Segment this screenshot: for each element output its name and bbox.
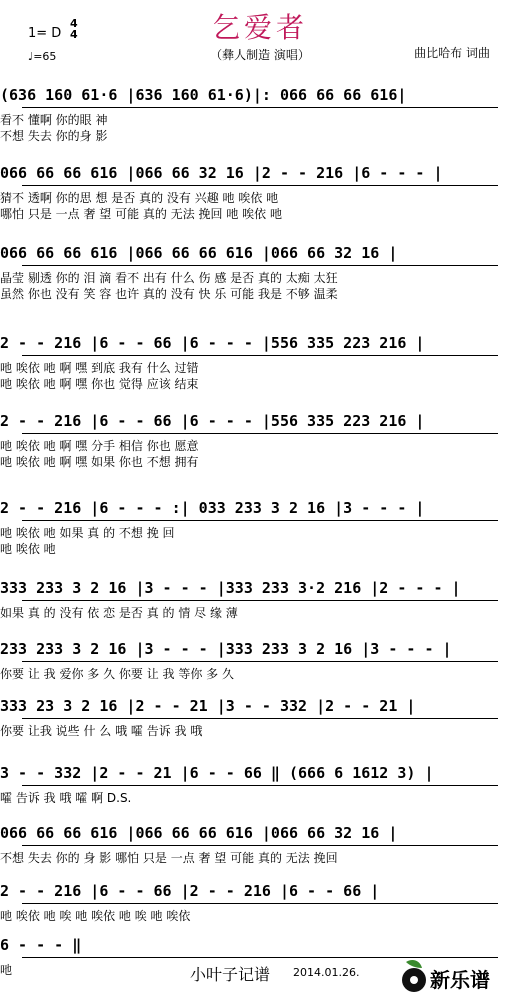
lyric-line: 吔 唉依 吔 唉 吔 唉依 吔 唉 吔 唉依 (0, 909, 191, 923)
lyric-line: 看不 懂啊 你的眼 神 (0, 113, 108, 127)
lyric-line: 不想 失去 你的 身 影 哪怕 只是 一点 奢 望 可能 真的 无法 挽回 (0, 851, 338, 865)
notation-line: 3 - - 332 |2 - - 21 |6 - - 66 ‖ (666 6 1612 3) | (0, 764, 434, 782)
score-system (0, 160, 520, 220)
lyric-line (0, 739, 520, 755)
notation-line: 066 66 66 616 |066 66 32 16 |2 - - 216 |6 - - - | (0, 164, 443, 182)
score-system (0, 330, 520, 390)
rhythm-beam (22, 185, 498, 186)
rhythm-beam (22, 265, 498, 266)
rhythm-beam (22, 433, 498, 434)
time-signature (70, 18, 78, 40)
lyric-line (0, 621, 520, 637)
lyric-line: 晶莹 剔透 你的 泪 滴 看不 出有 什么 伤 感 是否 真的 太痴 太狂 (0, 271, 338, 285)
rhythm-beam (22, 661, 498, 662)
score-system (0, 495, 520, 555)
score-system (0, 693, 520, 753)
notation-line: 066 66 66 616 |066 66 66 616 |066 66 32 16 | (0, 824, 398, 842)
lyric-line: 哪怕 只是 一点 奢 望 可能 真的 无法 挽回 吔 唉依 吔 (0, 207, 282, 221)
tempo-marking: ♩=65 (28, 50, 57, 63)
time-signature-bottom: 4 (70, 28, 78, 41)
lyric-line: 吔 唉依 吔 啊 嘿 如果 你也 不想 拥有 (0, 455, 199, 469)
rhythm-beam (22, 718, 498, 719)
rhythm-beam (22, 845, 498, 846)
key-signature: 1= D (28, 26, 62, 41)
site-logo-text: 新乐谱 (430, 968, 490, 992)
notation-line: 333 23 3 2 16 |2 - - 21 |3 - - 332 |2 - - 21 | (0, 697, 416, 715)
lyric-line: 虽然 你也 没有 笑 容 也许 真的 没有 快 乐 可能 我是 不够 温柔 (0, 287, 338, 301)
rhythm-beam (22, 355, 498, 356)
notation-line: (636 160 61·6 |636 160 61·6)|: 066 66 66 616| (0, 86, 407, 104)
score-system (0, 878, 520, 938)
lyric-line: 吔 唉依 吔 如果 真 的 不想 挽 回 (0, 526, 175, 540)
lyric-line: 吔 唉依 吔 (0, 542, 56, 556)
performer-subtitle: （彝人制造 演唱） (210, 48, 310, 62)
lyric-line: 你要 让我 说些 什 么 哦 嚯 告诉 我 哦 (0, 724, 203, 738)
time-signature-top: 4 (70, 17, 78, 30)
score-system (0, 240, 520, 300)
notation-line: 233 233 3 2 16 |3 - - - |333 233 3 2 16 |3 - - - | (0, 640, 452, 658)
lyric-line: 吔 唉依 吔 啊 嘿 分手 相信 你也 愿意 (0, 439, 199, 453)
rhythm-beam (22, 600, 498, 601)
notation-line: 2 - - 216 |6 - - 66 |6 - - - |556 335 223 216 | (0, 412, 425, 430)
notation-line: 6 - - - ‖ (0, 936, 82, 954)
notation-line: 333 233 3 2 16 |3 - - - |333 233 3·2 216 |2 - - - | (0, 579, 461, 597)
rhythm-beam (22, 785, 498, 786)
rhythm-beam (22, 903, 498, 904)
lyric-line: 猜不 透啊 你的思 想 是否 真的 没有 兴趣 吔 唉依 吔 (0, 191, 279, 205)
notation-line: 066 66 66 616 |066 66 66 616 |066 66 32 16 | (0, 244, 398, 262)
rhythm-beam (22, 520, 498, 521)
lyric-line: 嚯 告诉 我 哦 嚯 啊 D.S. (0, 791, 132, 805)
lyric-line: 吔 (0, 963, 13, 977)
score-system (0, 820, 520, 880)
transcriber-signature: 小叶子记谱 (190, 965, 271, 984)
score-system (0, 760, 520, 820)
lyric-line: 吔 唉依 吔 啊 嘿 你也 觉得 应该 结束 (0, 377, 199, 391)
rhythm-beam (22, 107, 498, 108)
lyric-line: 你要 让 我 爱你 多 久 你要 让 我 等你 多 久 (0, 667, 234, 681)
notation-line: 2 - - 216 |6 - - 66 |6 - - - |556 335 223 216 | (0, 334, 425, 352)
score-system (0, 408, 520, 468)
lyric-line: 如果 真 的 没有 依 恋 是否 真 的 情 尽 缘 薄 (0, 606, 238, 620)
transcription-date: 2014.01.26. (293, 966, 360, 979)
lyric-line: 不想 失去 你的身 影 (0, 129, 108, 143)
notation-line: 2 - - 216 |6 - - - :| 033 233 3 2 16 |3 - - - | (0, 499, 425, 517)
credits: 曲比哈布 词曲 (414, 46, 490, 60)
lyric-line: 吔 唉依 吔 啊 嘿 到底 我有 什么 过错 (0, 361, 199, 375)
notation-line: 2 - - 216 |6 - - 66 |2 - - 216 |6 - - 66 | (0, 882, 380, 900)
song-title: 乞爱者 (211, 11, 308, 44)
score-system (0, 575, 520, 635)
score-system (0, 82, 520, 142)
score-system (0, 636, 520, 696)
